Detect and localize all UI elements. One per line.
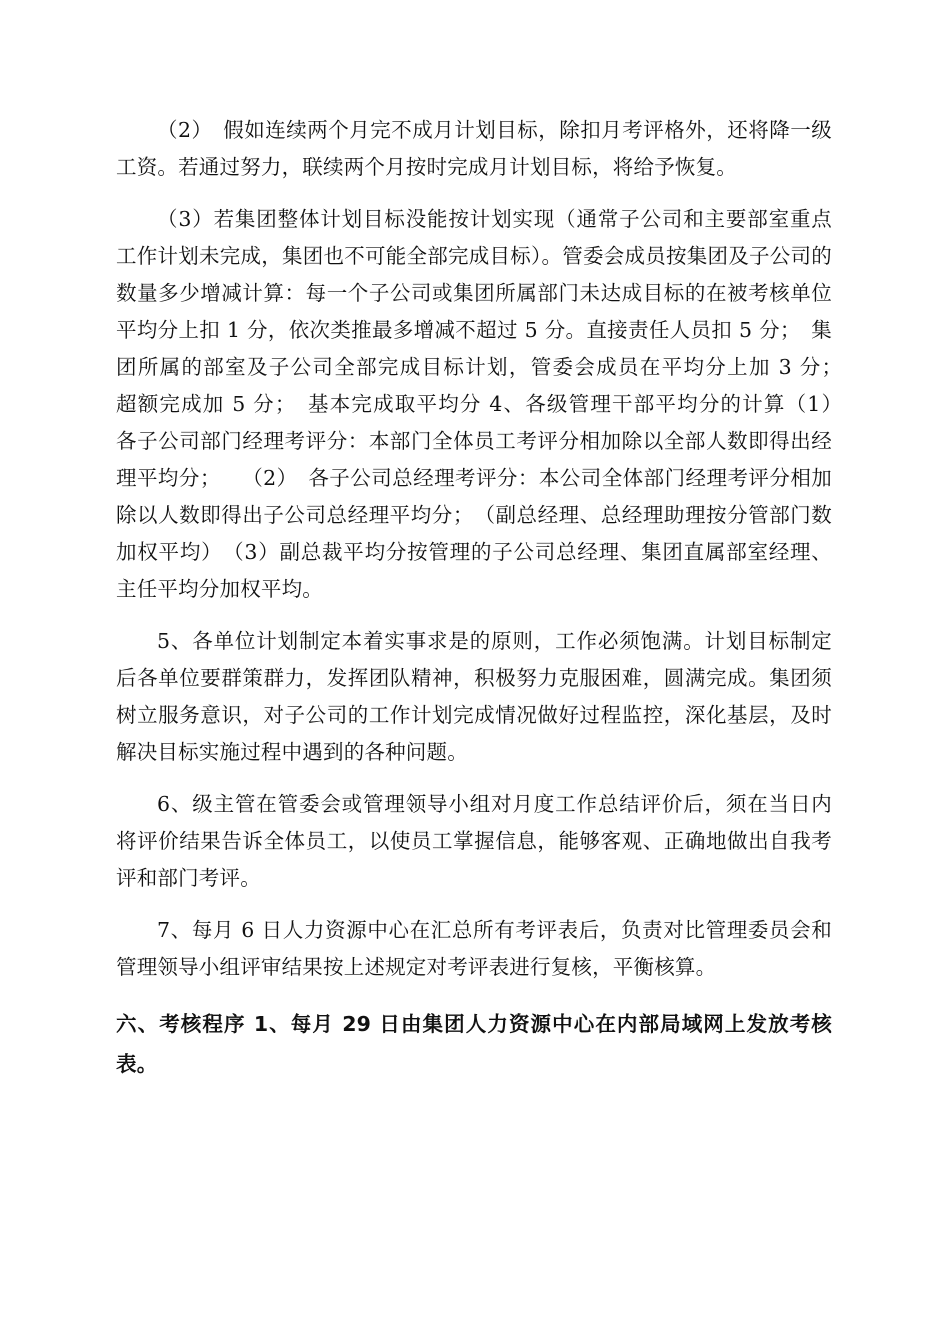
document-page [116,112,853,1084]
paragraph-5: 5、各单位计划制定本着实事求是的原则，工作必须饱满。计划目标制定后各单位要群策群力，发挥团队精神，积极努力克服困难，圆满完成。集团须树立服务意识，对子公司的工作计划完成情况做好过程监控，深化基层，及时解决目标实施过程中遇到的各种问题。 [116,629,832,764]
paragraph-3: （3）若集团整体计划目标没能按计划实现（通常子公司和主要部室重点工作计划未完成，集团也不可能全部完成目标）。管委会成员按集团及子公司的数量多少增减计算：每一个子公司或集团所属部门未达成目标的在被考核单位平均分上扣 1 分，依次类推最多增减不超过 5 分。直接责任人员扣 5 分； 集团所属的部室及子公司全部完成目标计划，管委会成员在平均分上加 3 分； 超额完成加 5 分； 基本完成取平均分 4、各级管理干部平均分的计算（1） 各子公司部门经理考评分：本部门全体员工考评分相加除以全部人数即得出经理平均分； （2） 各子公司总经理考评分：本公司全体部门经理考评分相加除以人数即得出子公司总经理平均分； （副总经理、总经理助理按分管部门数加权平均） （3）副总裁平均分按管理的子公司总经理、集团直属部室经理、主任平均分加权平均。 [116,207,853,601]
section-heading: 六、考核程序 1、每月 29 日由集团人力资源中心在内部局域网上发放考核表。 [116,1012,832,1076]
paragraph-6: 6、级主管在管委会或管理领导小组对月度工作总结评价后，须在当日内将评价结果告诉全体员工，以使员工掌握信息，能够客观、正确地做出自我考评和部门考评。 [116,792,832,890]
paragraph-2: （2） 假如连续两个月完不成月计划目标，除扣月考评格外，还将降一级工资。若通过努力，联续两个月按时完成月计划目标，将给予恢复。 [116,118,832,179]
paragraph-7: 7、每月 6 日人力资源中心在汇总所有考评表后，负责对比管理委员会和管理领导小组评审结果按上述规定对考评表进行复核，平衡核算。 [116,918,832,979]
